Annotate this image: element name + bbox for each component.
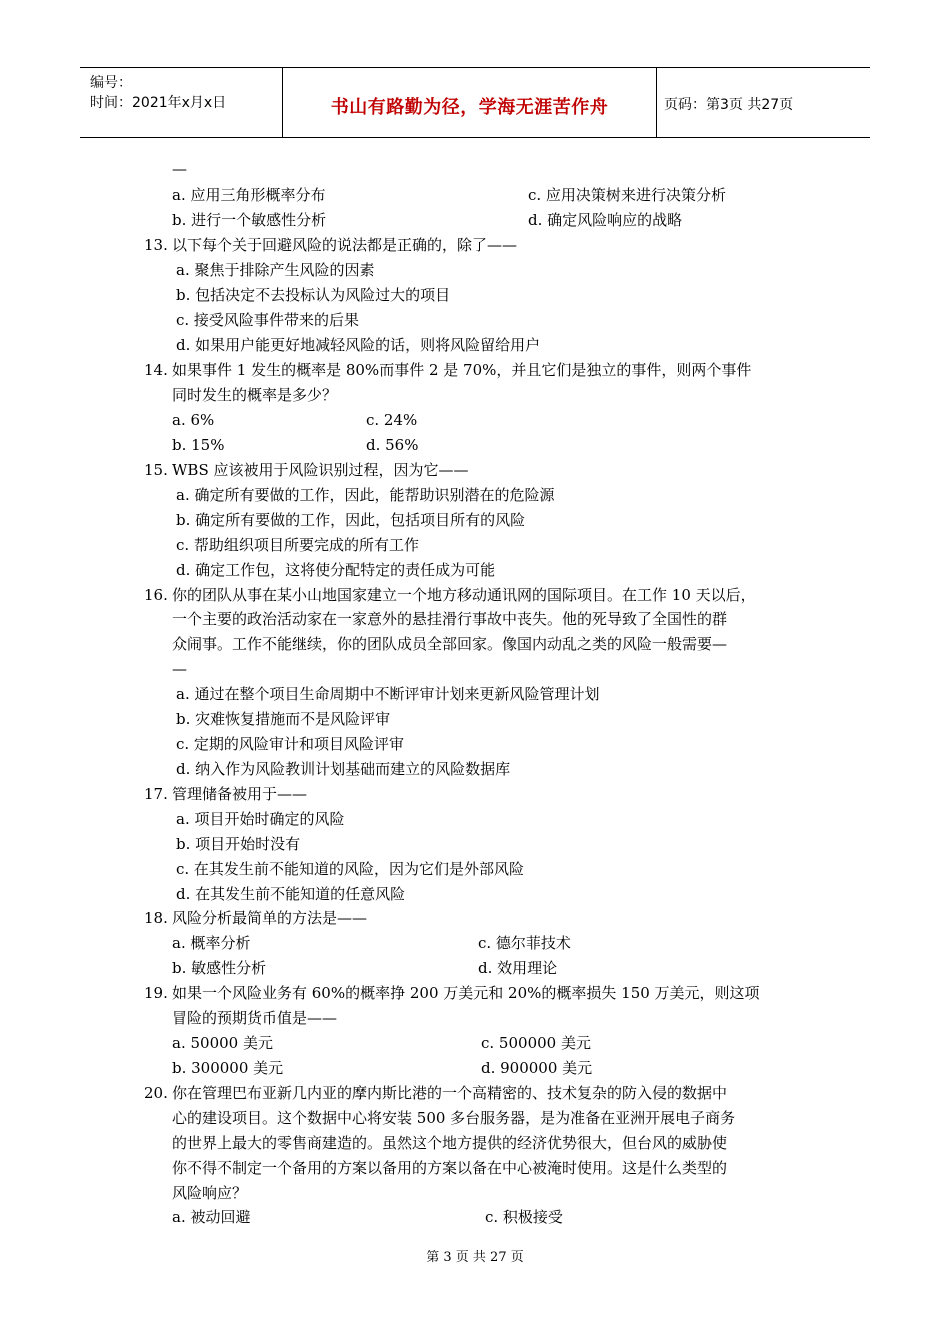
q14-stem-line2: 同时发生的概率是多少？ — [172, 386, 338, 404]
q17-number: 17. — [144, 785, 168, 803]
q18-number: 18. — [144, 909, 168, 927]
q20-stem-line4: 你不得不制定一个备用的方案以备用的方案以备在中心被淹时使用。这是什么类型的 — [172, 1159, 728, 1177]
q16-option-d: d. 纳入作为风险教训计划基础而建立的风险数据库 — [176, 760, 511, 778]
q19-option-d: d. 900000 美元 — [481, 1059, 593, 1077]
q14-option-b: b. 15% — [172, 436, 225, 454]
q19-option-b: b. 300000 美元 — [172, 1059, 284, 1077]
q16-stem-line3: 众闹事。工作不能继续，你的团队成员全部回家。像国内动乱之类的风险一般需要— — [172, 635, 728, 653]
q17-option-c: c. 在其发生前不能知道的风险，因为它们是外部风险 — [176, 860, 524, 878]
q14-option-c: c. 24% — [366, 411, 418, 429]
page-footer: 第 3 页 共 27 页 — [426, 1250, 524, 1265]
q13-option-b: b. 包括决定不去投标认为风险过大的项目 — [176, 286, 451, 304]
q20-option-c: c. 积极接受 — [485, 1208, 563, 1226]
q15-option-a: a. 确定所有要做的工作，因此，能帮助识别潜在的危险源 — [176, 486, 555, 504]
q17-option-a: a. 项目开始时确定的风险 — [176, 810, 345, 828]
q16-option-a: a. 通过在整个项目生命周期中不断评审计划来更新风险管理计划 — [176, 685, 600, 703]
q20-stem-line1: 你在管理巴布亚新几内亚的摩内斯比港的一个高精密的、技术复杂的防入侵的数据中 — [172, 1084, 728, 1102]
q19-stem-line2: 冒险的预期货币值是—— — [172, 1009, 338, 1027]
q13-option-d: d. 如果用户能更好地减轻风险的话，则将风险留给用户 — [176, 336, 541, 354]
q19-option-c: c. 500000 美元 — [481, 1034, 591, 1052]
q15-option-c: c. 帮助组织项目所要完成的所有工作 — [176, 536, 419, 554]
q14-option-a: a. 6% — [172, 411, 215, 429]
q12-option-b: b. 进行一个敏感性分析 — [172, 211, 327, 229]
q12-option-c: c. 应用决策树来进行决策分析 — [528, 186, 726, 204]
q20-stem-line3: 的世界上最大的零售商建造的。虽然这个地方提供的经济优势很大，但台风的威胁使 — [172, 1134, 728, 1152]
q13-stem: 以下每个关于回避风险的说法都是正确的，除了—— — [172, 236, 518, 254]
q19-stem-line1: 如果一个风险业务有 60%的概率挣 200 万美元和 20%的概率损失 150 万美元，则这项 — [172, 984, 760, 1002]
lead-dash: — — [172, 160, 187, 178]
q19-number: 19. — [144, 984, 168, 1002]
q18-option-d: d. 效用理论 — [478, 959, 558, 977]
q15-option-b: b. 确定所有要做的工作，因此，包括项目所有的风险 — [176, 511, 526, 529]
time-label: 时间：2021年x月x日 — [90, 95, 227, 111]
q20-stem-line5: 风险响应？ — [172, 1184, 248, 1202]
q18-option-a: a. 概率分析 — [172, 934, 251, 952]
q17-option-b: b. 项目开始时没有 — [176, 835, 301, 853]
q17-option-d: d. 在其发生前不能知道的任意风险 — [176, 885, 406, 903]
page-label: 页码：第3页 共27页 — [664, 97, 794, 113]
q20-stem-line2: 心的建设项目。这个数据中心将安装 500 多台服务器，是为准备在亚洲开展电子商务 — [172, 1109, 736, 1127]
q13-option-c: c. 接受风险事件带来的后果 — [176, 311, 359, 329]
q16-stem-line4: — — [172, 660, 187, 678]
motto: 书山有路勤为径，学海无涯苦作舟 — [330, 97, 609, 118]
q18-stem: 风险分析最简单的方法是—— — [172, 909, 368, 927]
q16-stem-line2: 一个主要的政治活动家在一家意外的悬挂滑行事故中丧失。他的死导致了全国性的群 — [172, 610, 728, 628]
q20-option-a: a. 被动回避 — [172, 1208, 251, 1226]
q19-option-a: a. 50000 美元 — [172, 1034, 273, 1052]
q15-stem: WBS 应该被用于风险识别过程，因为它—— — [172, 461, 469, 479]
q12-option-a: a. 应用三角形概率分布 — [172, 186, 326, 204]
q16-option-b: b. 灾难恢复措施而不是风险评审 — [176, 710, 391, 728]
q13-option-a: a. 聚焦于排除产生风险的因素 — [176, 261, 375, 279]
q18-option-c: c. 德尔菲技术 — [478, 934, 571, 952]
q16-option-c: c. 定期的风险审计和项目风险评审 — [176, 735, 404, 753]
number-label: 编号： — [90, 75, 132, 91]
q13-number: 13. — [144, 236, 168, 254]
q16-number: 16. — [144, 586, 168, 604]
q15-number: 15. — [144, 461, 168, 479]
q14-option-d: d. 56% — [366, 436, 419, 454]
q20-number: 20. — [144, 1084, 168, 1102]
q18-option-b: b. 敏感性分析 — [172, 959, 267, 977]
q14-stem-line1: 如果事件 1 发生的概率是 80%而事件 2 是 70%，并且它们是独立的事件，则两个事件 — [172, 361, 752, 379]
q12-option-d: d. 确定风险响应的战略 — [528, 211, 683, 229]
q16-stem-line1: 你的团队从事在某小山地国家建立一个地方移动通讯网的国际项目。在工作 10 天以后， — [172, 586, 756, 604]
q15-option-d: d. 确定工作包，这将使分配特定的责任成为可能 — [176, 561, 496, 579]
q14-number: 14. — [144, 361, 168, 379]
q17-stem: 管理储备被用于—— — [172, 785, 308, 803]
